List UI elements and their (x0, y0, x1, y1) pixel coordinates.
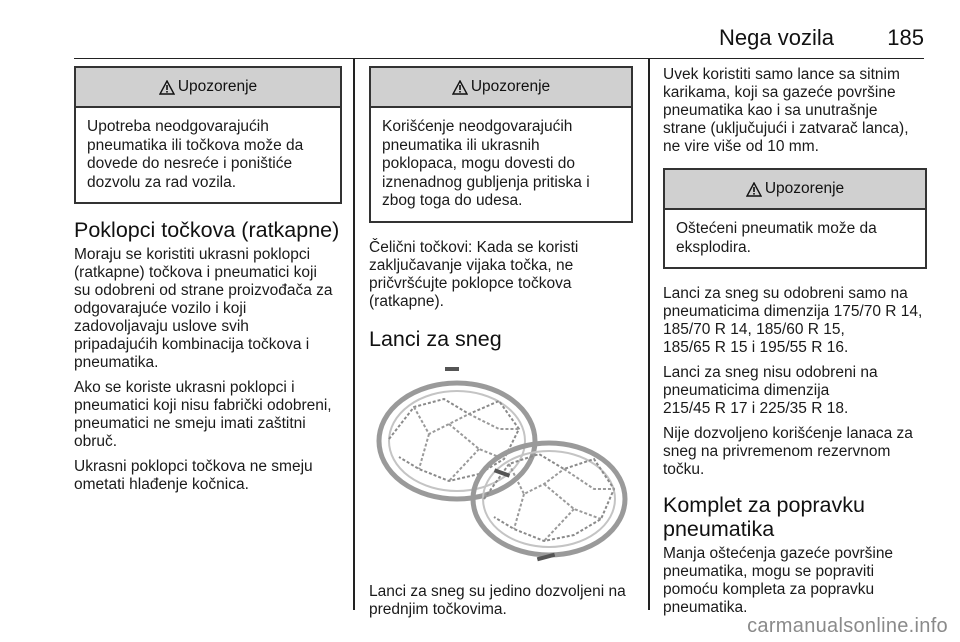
column-divider (353, 58, 355, 610)
snow-chains-illustration (369, 359, 633, 569)
watermark: carmanualsonline.info (747, 615, 948, 637)
paragraph: Lanci za sneg su odobreni samo na pneumaticima dimenzija 175/70 R 14, 185/70 R 14, 185/60 R 15, 185/65 R 15 i 195/55 R 16. (663, 285, 923, 356)
section-heading: Poklopci točkova (ratkapne) (74, 218, 340, 242)
warning-title: Upozorenje (470, 78, 551, 95)
warning-triangle-icon (452, 80, 468, 95)
column-divider (648, 58, 650, 610)
warning-box (369, 66, 633, 223)
column-2 (369, 66, 633, 626)
warning-box (663, 168, 927, 269)
page-number: 185 (887, 25, 924, 50)
paragraph: Uvek koristiti samo lance sa sitnim karikama, koji sa gazeće površine pneumatika kao i sa unutrašnje strane (uključujući i zatvarač lanca), ne vire više od 10 mm. (663, 66, 909, 155)
paragraph: Ako se koriste ukrasni poklopci i pneumatici koji nisu fabrički odobreni, pneumatici ne smeju imati zaštitni obruč. (74, 379, 332, 450)
warning-box (74, 66, 342, 204)
section-heading: Komplet za popravku pneumatika (663, 493, 865, 541)
warning-text: Upotreba neodgovarajućih pneumatika ili točkova može da dovede do nesreće i poništiće dozvolu za rad vozila. (87, 118, 304, 191)
warning-header (76, 68, 340, 108)
warning-header (665, 170, 925, 210)
paragraph: Ukrasni poklopci točkova ne smeju ometati hlađenje kočnica. (74, 458, 313, 493)
section-heading: Lanci za sneg (369, 326, 502, 351)
paragraph: Lanci za sneg su jedino dozvoljeni na prednjim točkovima. (369, 582, 626, 618)
warning-text: Korišćenje neodgovarajućih pneumatika ili ukrasnih poklopaca, mogu dovesti do iznenadnog gubljenja pritiska i zbog toga do udesa. (382, 118, 590, 209)
page-header (74, 0, 924, 59)
paragraph: Moraju se koristiti ukrasni poklopci (ratkapne) točkova i pneumatici koji su odobreni od strane proizvođača za odgovarajuće vozilo i koji zadovoljavaju uslove svih pripadajućih kombinacija točkova i pneumatika. (74, 246, 333, 371)
warning-triangle-icon (159, 80, 175, 95)
paragraph: Lanci za sneg nisu odobreni na pneumaticima dimenzija 215/45 R 17 i 225/35 R 18. (663, 364, 878, 417)
page-section-title: Nega vozila (719, 25, 834, 50)
warning-title: Upozorenje (764, 180, 845, 197)
column-3 (663, 66, 927, 624)
column-1 (74, 66, 342, 501)
warning-text: Oštećeni pneumatik može da eksplodira. (676, 220, 877, 256)
warning-triangle-icon (746, 182, 762, 197)
paragraph: Čelični točkovi: Kada se koristi zaključavanje vijaka točka, ne pričvršćujte poklopce točkova (ratkapne). (369, 238, 579, 310)
warning-header (371, 68, 631, 108)
paragraph: Nije dozvoljeno korišćenje lanaca za sneg na privremenom rezervnom točku. (663, 425, 913, 478)
warning-title: Upozorenje (177, 78, 258, 95)
paragraph: Manja oštećenja gazeće površine pneumatika, mogu se popraviti pomoću kompleta za popravku pneumatika. (663, 545, 894, 616)
